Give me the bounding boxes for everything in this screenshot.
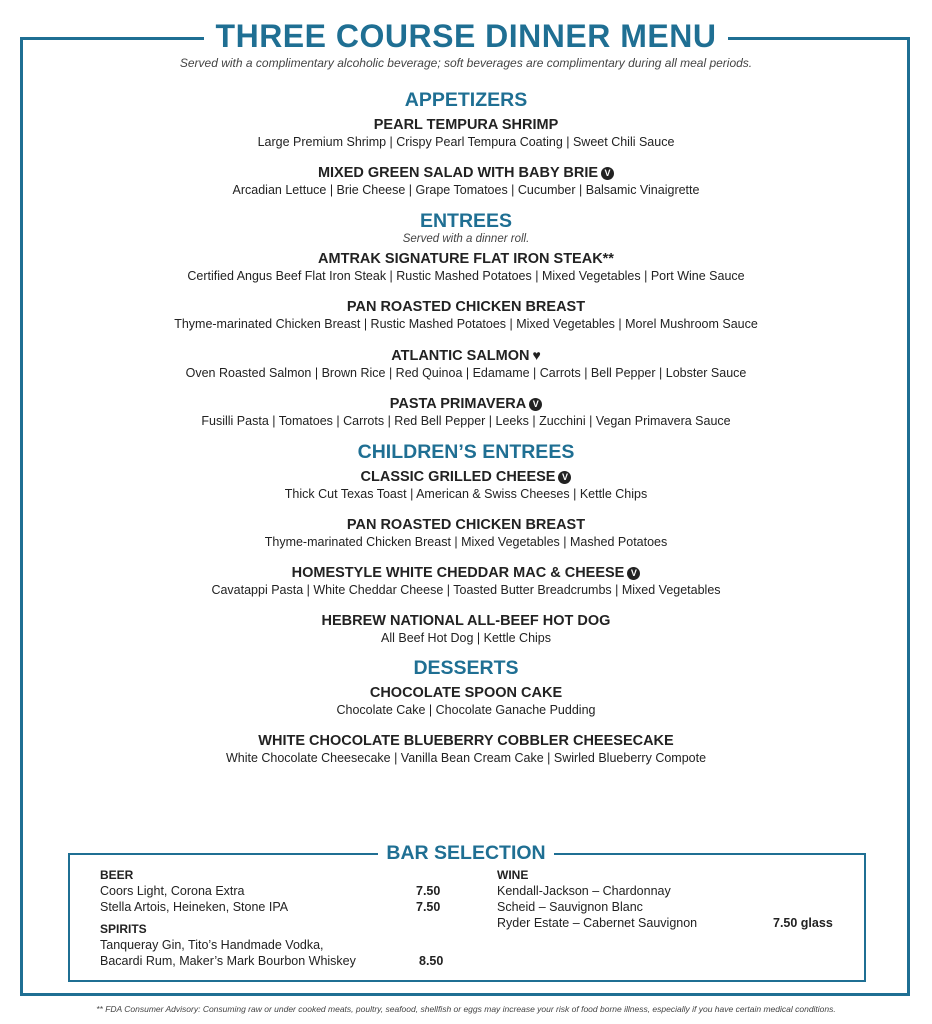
bar-left-column bbox=[100, 867, 460, 969]
menu-item-name-text: CHOCOLATE SPOON CAKE bbox=[369, 685, 563, 701]
menu-item bbox=[0, 164, 932, 198]
beer-heading: BEER bbox=[100, 868, 134, 882]
menu-item bbox=[0, 732, 932, 766]
menu-item-description: Fusilli Pasta | Tomatoes | Carrots | Red Bell Pepper | Leeks | Zucchini | Vegan Primavera Sauce bbox=[201, 414, 731, 428]
menu-item-description: Certified Angus Beef Flat Iron Steak | Rustic Mashed Potatoes | Mixed Vegetables | Port Wine Sauce bbox=[187, 269, 745, 283]
menu-item-description: Chocolate Cake | Chocolate Ganache Pudding bbox=[336, 703, 596, 717]
wine-heading: WINE bbox=[497, 868, 529, 882]
menu-section bbox=[0, 656, 932, 766]
menu-item-name-text: PAN ROASTED CHICKEN BREAST bbox=[346, 517, 586, 533]
menu-item-name bbox=[0, 164, 932, 182]
menu-item-name bbox=[0, 395, 932, 413]
heart-icon: ♥ bbox=[532, 347, 541, 363]
menu-item bbox=[0, 468, 932, 502]
section-title: DESSERTS bbox=[413, 657, 519, 679]
menu-item bbox=[0, 684, 932, 718]
beer-row bbox=[100, 899, 460, 915]
menu-item-description: Large Premium Shrimp | Crispy Pearl Tempura Coating | Sweet Chili Sauce bbox=[257, 135, 675, 149]
menu-item-name bbox=[0, 516, 932, 534]
menu-subtitle: Served with a complimentary alcoholic beverage; soft beverages are complimentary during all meal periods. bbox=[179, 56, 753, 70]
menu-item bbox=[0, 564, 932, 598]
menu-item-name bbox=[0, 346, 932, 365]
section-title: APPETIZERS bbox=[404, 89, 528, 111]
beer-price: 7.50 bbox=[416, 900, 441, 914]
section-note: Served with a dinner roll. bbox=[402, 233, 530, 245]
menu-item-name bbox=[0, 564, 932, 582]
menu-item bbox=[0, 298, 932, 332]
menu-section bbox=[0, 440, 932, 646]
menu-item-description: All Beef Hot Dog | Kettle Chips bbox=[381, 631, 551, 645]
beer-price: 7.50 bbox=[416, 884, 441, 898]
menu-item-description: Thick Cut Texas Toast | American & Swiss Cheeses | Kettle Chips bbox=[284, 487, 648, 501]
menu-title bbox=[0, 14, 932, 58]
menu-item-name bbox=[0, 612, 932, 630]
wine-price: 7.50 glass bbox=[773, 916, 833, 930]
wine-item-text: Scheid – Sauvignon Blanc bbox=[497, 900, 643, 914]
menu-item-name-text: PEARL TEMPURA SHRIMP bbox=[373, 117, 559, 133]
spirits-line bbox=[100, 953, 460, 969]
section-title: ENTREES bbox=[419, 210, 513, 232]
spirits-heading: SPIRITS bbox=[100, 922, 147, 936]
menu-item-name-text: WHITE CHOCOLATE BLUEBERRY COBBLER CHEESECAKE bbox=[258, 733, 674, 749]
spirits-line-text: Bacardi Rum, Maker’s Mark Bourbon Whiskey bbox=[100, 954, 356, 968]
menu-section bbox=[0, 88, 932, 198]
menu-item-name-text: MIXED GREEN SALAD WITH BABY BRIE bbox=[317, 165, 599, 181]
menu-section bbox=[0, 209, 932, 429]
menu-item-name bbox=[0, 298, 932, 316]
wine-item bbox=[497, 915, 847, 931]
beer-row bbox=[100, 883, 460, 899]
menu-item-name bbox=[0, 468, 932, 486]
bar-selection-title bbox=[0, 840, 932, 866]
spirits-price: 8.50 bbox=[419, 954, 444, 968]
vegetarian-icon: V bbox=[627, 567, 640, 580]
menu-item-name-text: HOMESTYLE WHITE CHEDDAR MAC & CHEESE bbox=[291, 565, 625, 581]
spirits-line-text: Tanqueray Gin, Tito’s Handmade Vodka, bbox=[100, 938, 324, 952]
wine-item bbox=[497, 899, 847, 915]
menu-item-description: Oven Roasted Salmon | Brown Rice | Red Quinoa | Edamame | Carrots | Bell Pepper | Lobster Sauce bbox=[185, 366, 747, 380]
spirits-line bbox=[100, 937, 460, 953]
menu-title-text: THREE COURSE DINNER MENU bbox=[204, 18, 729, 54]
menu-item-description: Cavatappi Pasta | White Cheddar Cheese | Toasted Butter Breadcrumbs | Mixed Vegetables bbox=[211, 583, 721, 597]
menu-item bbox=[0, 250, 932, 284]
menu-item-name bbox=[0, 250, 932, 268]
menu-item-name bbox=[0, 684, 932, 702]
bar-title-text: BAR SELECTION bbox=[378, 842, 553, 864]
wine-item-text: Kendall-Jackson – Chardonnay bbox=[497, 884, 671, 898]
vegetarian-icon: V bbox=[558, 471, 571, 484]
vegetarian-icon: V bbox=[601, 167, 614, 180]
vegetarian-icon: V bbox=[529, 398, 542, 411]
menu-item-name-text: ATLANTIC SALMON bbox=[391, 348, 530, 364]
menu-item bbox=[0, 116, 932, 150]
bar-right-column bbox=[497, 867, 847, 931]
beer-label: Coors Light, Corona Extra bbox=[100, 884, 245, 898]
beer-label: Stella Artois, Heineken, Stone IPA bbox=[100, 900, 289, 914]
fda-footnote: ** FDA Consumer Advisory: Consuming raw or under cooked meats, poultry, seafood, shellfish or eggs may increase your risk of food borne illness, especially if you have certain medical conditions. bbox=[96, 1004, 836, 1014]
menu-item-name-text: PASTA PRIMAVERA bbox=[389, 396, 527, 412]
menu-item-name bbox=[0, 732, 932, 750]
menu-item-description: Arcadian Lettuce | Brie Cheese | Grape Tomatoes | Cucumber | Balsamic Vinaigrette bbox=[232, 183, 700, 197]
menu-item bbox=[0, 516, 932, 550]
menu-item-name-text: HEBREW NATIONAL ALL-BEEF HOT DOG bbox=[321, 613, 611, 629]
menu-sections bbox=[0, 88, 932, 766]
wine-item bbox=[497, 883, 847, 899]
menu-item bbox=[0, 612, 932, 646]
wine-item-text: Ryder Estate – Cabernet Sauvignon bbox=[497, 916, 698, 930]
menu-item-name-text: PAN ROASTED CHICKEN BREAST bbox=[346, 299, 586, 315]
menu-item-description: Thyme-marinated Chicken Breast | Mixed Vegetables | Mashed Potatoes bbox=[264, 535, 668, 549]
menu-item-name-text: AMTRAK SIGNATURE FLAT IRON STEAK** bbox=[318, 251, 614, 267]
menu-item-name-text: CLASSIC GRILLED CHEESE bbox=[360, 469, 556, 485]
menu-item-name bbox=[0, 116, 932, 134]
menu-item bbox=[0, 395, 932, 429]
section-title: CHILDREN’S ENTREES bbox=[357, 441, 575, 463]
menu-item bbox=[0, 346, 932, 381]
menu-item-description: Thyme-marinated Chicken Breast | Rustic Mashed Potatoes | Mixed Vegetables | Morel Mushroom Sauce bbox=[174, 317, 758, 331]
menu-item-description: White Chocolate Cheesecake | Vanilla Bean Cream Cake | Swirled Blueberry Compote bbox=[225, 751, 707, 765]
